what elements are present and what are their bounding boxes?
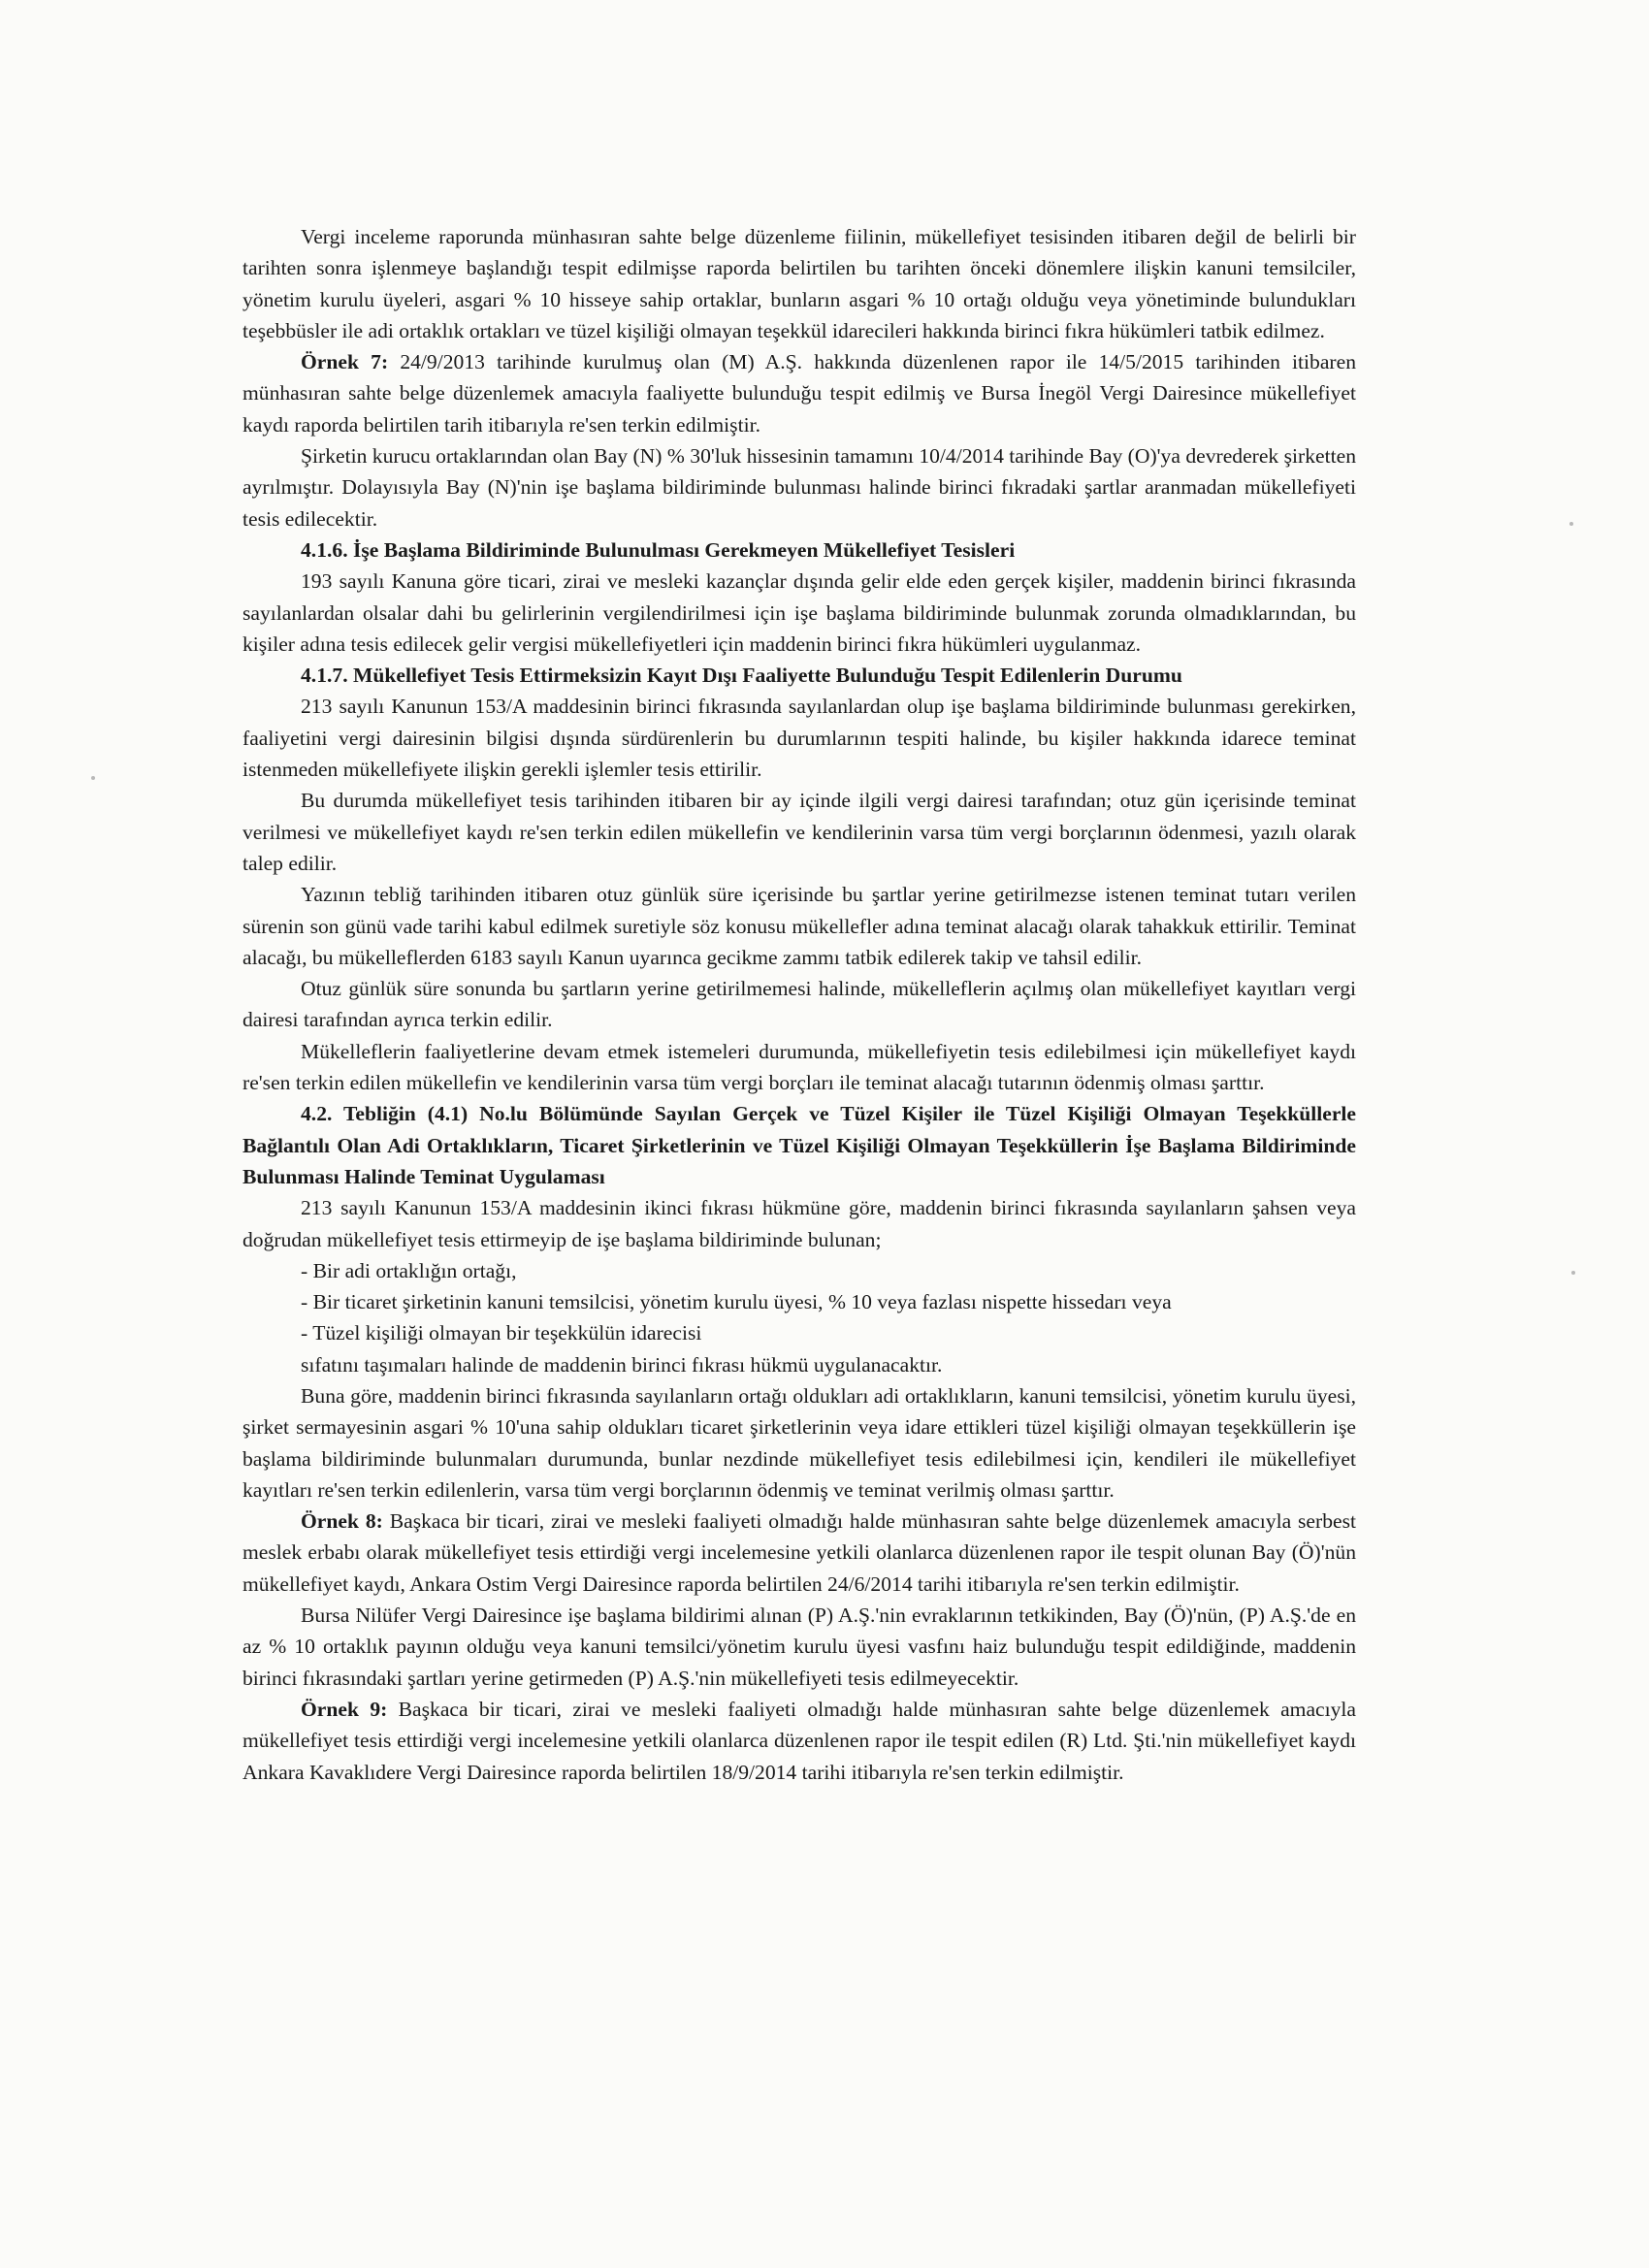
example-paragraph — [242, 346, 1356, 440]
scan-speck — [91, 776, 95, 780]
body-paragraph: 213 sayılı Kanunun 153/A maddesinin ikinci fıkrası hükmüne göre, maddenin birinci fıkrasında sayılanların şahsen veya doğrudan mükellefiyet tesis ettirmeyip de işe başlama bildiriminde bulunan; — [242, 1196, 1356, 1251]
example-paragraph — [242, 1694, 1356, 1788]
list-item: - Bir adi ortaklığın ortağı, — [301, 1258, 517, 1282]
body-paragraph: Otuz günlük süre sonunda bu şartların yerine getirilmemesi halinde, mükelleflerin açılmış olan mükellefiyet kayıtları vergi dairesi tarafından ayrıca terkin edilir. — [242, 977, 1356, 1032]
scan-speck — [1569, 522, 1573, 526]
body-paragraph: Şirketin kurucu ortaklarından olan Bay (N) % 30'luk hissesinin tamamını 10/4/2014 tarihinde Bay (O)'ya devrederek şirketten ayrılmıştır. Dolayısıyla Bay (N)'nin işe başlama bildiriminde bulunması halinde birinci fıkradaki şartlar aranmadan mükellefiyeti tesis edilecektir. — [242, 444, 1356, 531]
example-text: Başkaca bir ticari, zirai ve mesleki faaliyeti olmadığı halde münhasıran sahte belge düzenlemek amacıyla mükellefiyet tesis ettirdiği vergi incelemesine yetkili olanlarca düzenlenen rapor ile tespit edilen (R) Ltd. Şti.'nin mükellefiyet kaydı Ankara Kavaklıdere Vergi Dairesince raporda belirtilen 18/9/2014 tarihi itibarıyla re'sen terkin edilmiştir. — [242, 1697, 1356, 1784]
example-label: Örnek 7: — [301, 350, 389, 374]
list-item: sıfatını taşımaları halinde de maddenin birinci fıkrası hükmü uygulanacaktır. — [301, 1352, 943, 1377]
body-paragraph: 193 sayılı Kanuna göre ticari, zirai ve mesleki kazançlar dışında gelir elde eden gerçek kişiler, maddenin birinci fıkrasında sayılanlardan olsalar dahi bu gelirlerinin vergilendirilmesi için işe başlama bildiriminde bulunmak zorunda olmadıklarından, bu kişiler adına tesis edilecek gelir vergisi mükellefiyetleri için maddenin birinci fıkra hükümleri uygulanmaz. — [242, 569, 1356, 656]
example-text: Başkaca bir ticari, zirai ve mesleki faaliyeti olmadığı halde münhasıran sahte belge düzenlemek amacıyla serbest meslek erbabı olarak mükellefiyet tesis ettirdiği vergi incelemesine yetkili olanlarca düzenlenen rapor ile tespit olunan Bay (Ö)'nün mükellefiyet kaydı, Ankara Ostim Vergi Dairesince raporda belirtilen 24/6/2014 tarihi itibarıyla re'sen terkin edilmiştir. — [242, 1509, 1356, 1596]
example-paragraph — [242, 1506, 1356, 1600]
body-paragraph: Bu durumda mükellefiyet tesis tarihinden itibaren bir ay içinde ilgili vergi dairesi tarafından; otuz gün içerisinde teminat verilmesi ve mükellefiyet kaydı re'sen terkin edilen mükellefin ve kendilerinin varsa tüm vergi borçlarının ödenmesi, yazılı olarak talep edilir. — [242, 789, 1356, 875]
list-item: - Tüzel kişiliği olmayan bir teşekkülün idarecisi — [301, 1321, 702, 1345]
body-paragraph: Vergi inceleme raporunda münhasıran sahte belge düzenleme fiilinin, mükellefiyet tesisinden itibaren değil de belirli bir tarihten sonra işlenmeye başlandığı tespit edilmişse raporda belirtilen bu tarihten önceki dönemlere ilişkin kanuni temsilciler, yönetim kurulu üyeleri, asgari % 10 hisseye sahip ortaklar, bunların asgari % 10 ortağı olduğu veya yönetiminde bulundukları teşebbüsler ile adi ortaklık ortakları ve tüzel kişiliği olmayan teşekkül idarecileri hakkında birinci fıkra hükümleri tatbik edilmez. — [242, 225, 1356, 342]
document-body — [242, 221, 1356, 1788]
body-paragraph: 213 sayılı Kanunun 153/A maddesinin birinci fıkrasında sayılanlardan olup işe başlama bildiriminde bulunması gerekirken, faaliyetini vergi dairesinin bilgisi dışında sürdürenlerin bu durumlarının tespiti halinde, bu kişiler hakkında idarece teminat istenmeden mükellefiyete ilişkin gerekli işlemler tesis ettirilir. — [242, 695, 1356, 782]
body-paragraph: Bursa Nilüfer Vergi Dairesince işe başlama bildirimi alınan (P) A.Ş.'nin evraklarının tetkikinden, Bay (Ö)'nün, (P) A.Ş.'de en az % 10 ortaklık payının olduğu veya kanuni temsilci/yönetim kurulu üyesi vasfını haiz bulunduğu tespit edildiğinde, maddenin birinci fıkrasındaki şartları yerine getirmeden (P) A.Ş.'nin mükellefiyeti tesis edilmeyecektir. — [242, 1604, 1356, 1690]
section-heading: 4.2. Tebliğin (4.1) No.lu Bölümünde Sayılan Gerçek ve Tüzel Kişiler ile Tüzel Kişiliği Olmayan Teşekküllerle Bağlantılı Olan Adi Ortaklıkların, Ticaret Şirketlerinin ve Tüzel Kişiliği Olmayan Teşekküllerin İşe Başlama Bildiriminde Bulunması Halinde Teminat Uygulaması — [242, 1102, 1356, 1188]
body-paragraph: Yazının tebliğ tarihinden itibaren otuz günlük süre içerisinde bu şartlar yerine getirilmezse istenen teminat tutarı verilen sürenin son günü vade tarihi kabul edilmek suretiyle söz konusu mükellefler adına teminat alacağı olarak tahakkuk ettirilir. Teminat alacağı, bu mükelleflerden 6183 sayılı Kanun uyarınca gecikme zammı tatbik edilerek takip ve tahsil edilir. — [242, 883, 1356, 969]
section-heading: 4.1.6. İşe Başlama Bildiriminde Bulunulması Gerekmeyen Mükellefiyet Tesisleri — [301, 537, 1016, 562]
example-text: 24/9/2013 tarihinde kurulmuş olan (M) A.Ş. hakkında düzenlenen rapor ile 14/5/2015 tarihinden itibaren münhasıran sahte belge düzenlemek amacıyla faaliyette bulunduğu tespit edilmiş ve Bursa İnegöl Vergi Dairesince mükellefiyet kaydı raporda belirtilen tarih itibarıyla re'sen terkin edilmiştir. — [242, 350, 1356, 437]
body-paragraph: Mükelleflerin faaliyetlerine devam etmek istemeleri durumunda, mükellefiyetin tesis edilebilmesi için mükellefiyet kaydı re'sen terkin edilen mükellefin ve kendilerinin varsa tüm vergi borçları ile teminat alacağı tutarının ödenmiş olması şarttır. — [242, 1039, 1356, 1095]
list-item: - Bir ticaret şirketinin kanuni temsilcisi, yönetim kurulu üyesi, % 10 veya fazlası nispette hissedarı veya — [301, 1290, 1172, 1314]
example-label: Örnek 9: — [301, 1697, 388, 1721]
body-paragraph: Buna göre, maddenin birinci fıkrasında sayılanların ortağı oldukları adi ortaklıkların, kanuni temsilcisi, yönetim kurulu üyesi, şirket sermayesinin asgari % 10'una sahip oldukları ticaret şirketlerinin veya idare ettikleri tüzel kişiliği olmayan teşekküllerin işe başlama bildiriminde bulunmaları durumunda, bunlar nezdinde mükellefiyet tesis edilebilmesi için, kendileri ile mükellefiyet kayıtları re'sen terkin edilenlerin, varsa tüm vergi borçlarının ödenmiş ve teminat verilmiş olması şarttır. — [242, 1383, 1356, 1502]
example-label: Örnek 8: — [301, 1509, 383, 1534]
scan-speck — [1571, 1271, 1575, 1275]
section-heading: 4.1.7. Mükellefiyet Tesis Ettirmeksizin Kayıt Dışı Faaliyette Bulunduğu Tespit Edilenlerin Durumu — [301, 664, 1182, 688]
